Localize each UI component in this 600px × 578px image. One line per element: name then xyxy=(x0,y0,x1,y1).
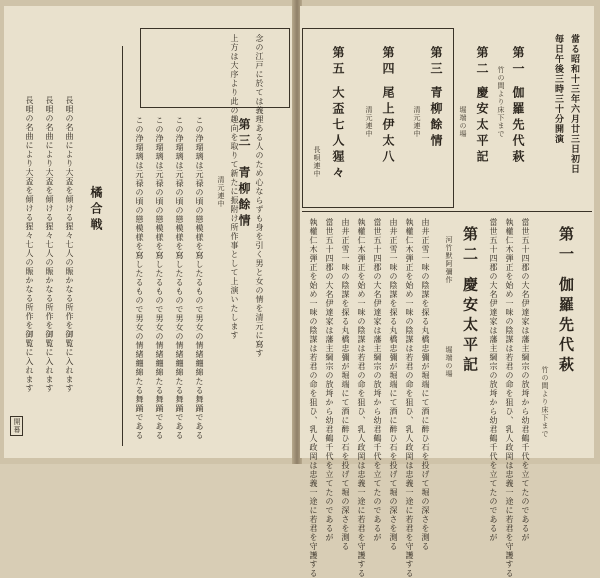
heading-1-sub: 竹の間より床下まで xyxy=(541,366,549,438)
programme-1 xyxy=(510,46,527,166)
section-divider-left xyxy=(122,46,123,446)
synopsis-text-1: 念の江戸に於ては義理ある人のため心ならずも身を引く男と女の情を清元に寫す xyxy=(255,34,264,358)
section-4-text-a: 長唄の名曲により大盃を傾ける猩々七人の賑かなる所作を御覧に入れます xyxy=(65,96,74,393)
section-3-text-b: この浄瑠璃は元禄の頃の戀模様を寫したるもので男女の情緒纏綿たる舞踊である xyxy=(175,116,184,440)
heading-2-no: 第二 xyxy=(461,226,479,266)
programme-5 xyxy=(330,46,347,182)
text-a-3: 當世五十四郡の大名伊達家は藩主綱宗の放埓から幼君鶴千代を立てたのであるが xyxy=(489,218,498,542)
programme-4 xyxy=(380,46,397,166)
section-3-text-a: この浄瑠璃は元禄の頃の戀模様を寫したるもので男女の情緒纏綿たる舞踊である xyxy=(195,116,204,440)
right-divider xyxy=(302,211,592,212)
programme-5-title: 大盃七人猩々 xyxy=(331,86,345,183)
right-page xyxy=(300,6,594,578)
heading-2-title: 慶安太平記 xyxy=(461,276,479,377)
section-3-text-c: この浄瑠璃は元禄の頃の戀模様を寫したるもので男女の情緒纏綿たる舞踊である xyxy=(155,116,164,440)
text-b-3: 由井正雪一味の陰謀を探る丸橋忠彌が堀端にて酒に醉ひ石を投げて堀の深さを測る xyxy=(389,218,398,551)
text-b-2: 執權仁木弾正を始め一味の陰謀は若君の命を狙ひ、乳人政岡は忠義一途に若君を守護する xyxy=(405,218,414,578)
section-3-text-d: この浄瑠璃は元禄の頃の戀模様を寫したるもので男女の情緒纏綿たる舞踊である xyxy=(135,116,144,440)
heading-1 xyxy=(556,226,577,376)
programme-1-no: 第一 xyxy=(511,46,525,78)
heading-2-author: 河竹默阿彌作 xyxy=(445,236,453,284)
left-page xyxy=(4,6,294,458)
text-b-7: 當世五十四郡の大名伊達家は藩主綱宗の放埓から幼君鶴千代を立てたのであるが xyxy=(325,218,334,542)
performance-time: 毎日午後三時三十分開演 xyxy=(553,34,563,144)
text-a-1: 當世五十四郡の大名伊達家は藩主綱宗の放埓から幼君鶴千代を立てたのであるが xyxy=(521,218,530,542)
synopsis-text-2: 上方は大序より此の趣向を取りて新たに振附け所作事として上演いたします xyxy=(230,34,239,340)
section-4-text-c: 長唄の名曲により大盃を傾ける猩々七人の賑かなる所作を御覧に入れます xyxy=(25,96,34,393)
section-4-title: 橘合戦 xyxy=(89,186,103,234)
programme-1-sub: 竹の間より床下まで xyxy=(497,66,505,138)
heading-2-sub: 堀端の場 xyxy=(445,346,453,378)
footer-mark: 開幕 xyxy=(10,416,23,436)
programme-2-title: 慶安太平記 xyxy=(475,86,489,167)
section-4-text-b: 長唄の名曲により大盃を傾ける猩々七人の賑かなる所作を御覧に入れます xyxy=(45,96,54,393)
text-b-5: 執權仁木弾正を始め一味の陰謀は若君の命を狙ひ、乳人政岡は忠義一途に若君を守護する xyxy=(357,218,366,578)
programme-4-no: 第四 xyxy=(381,46,395,78)
heading-2 xyxy=(460,226,481,376)
programme-5-sub: 長唄連中 xyxy=(313,146,321,178)
text-b-6: 由井正雪一味の陰謀を探る丸橋忠彌が堀端にて酒に醉ひ石を投げて堀の深さを測る xyxy=(341,218,350,551)
section-3-number: 第三 xyxy=(237,118,251,150)
programme-3-sub: 清元連中 xyxy=(413,106,421,138)
programme-4-sub: 清元連中 xyxy=(365,106,373,138)
section-3-title: 青柳餘情 xyxy=(237,166,251,230)
programme-1-title: 伽羅先代萩 xyxy=(511,86,525,167)
programme-2 xyxy=(474,46,491,166)
programme-3 xyxy=(428,46,445,150)
heading-1-title: 伽羅先代萩 xyxy=(557,276,575,377)
programme-4-title: 尾上伊太八 xyxy=(381,86,395,167)
text-a-2: 執權仁木弾正を始め一味の陰謀は若君の命を狙ひ、乳人政岡は忠義一途に若君を守護する xyxy=(505,218,514,578)
programme-2-no: 第二 xyxy=(475,46,489,78)
programme-3-title: 青柳餘情 xyxy=(429,86,443,151)
programme-2-sub: 堀端の場 xyxy=(459,106,467,138)
programme-3-no: 第三 xyxy=(429,46,443,78)
performance-date: 當る昭和十三年六月廿三日初日 xyxy=(569,34,579,174)
text-b-1: 由井正雪一味の陰謀を探る丸橋忠彌が堀端にて酒に醉ひ石を投げて堀の深さを測る xyxy=(421,218,430,551)
text-b-8: 執權仁木弾正を始め一味の陰謀は若君の命を狙ひ、乳人政岡は忠義一途に若君を守護する xyxy=(309,218,318,578)
programme-5-no: 第五 xyxy=(331,46,345,78)
heading-1-no: 第一 xyxy=(557,226,575,266)
text-b-4: 當世五十四郡の大名伊達家は藩主綱宗の放埓から幼君鶴千代を立てたのであるが xyxy=(373,218,382,542)
section-3-sub: 清元連中 xyxy=(217,176,225,208)
